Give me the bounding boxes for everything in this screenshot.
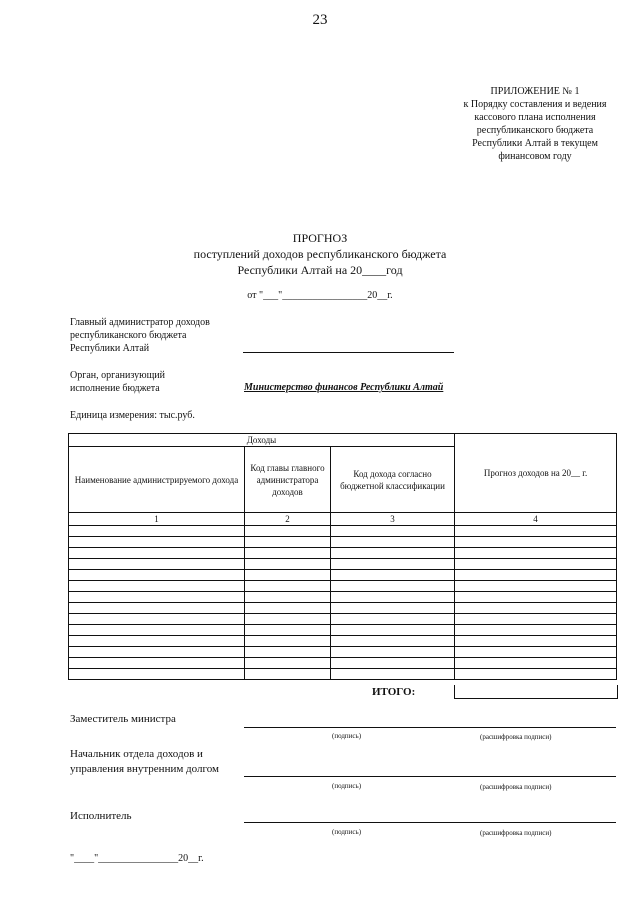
table-row: [69, 636, 617, 647]
head-signature-line[interactable]: [244, 776, 616, 777]
deputy-signature-line[interactable]: [244, 727, 616, 728]
col-header-forecast: Прогноз доходов на 20__ г.: [455, 434, 617, 513]
title-subtitle: поступлений доходов республиканского бюджета: [193, 247, 447, 261]
col-header-income-name: Наименование администрируемого дохода: [69, 447, 245, 513]
signature-caption: (подпись): [332, 732, 362, 740]
title-year: Республики Алтай на 20____год: [237, 263, 403, 277]
unit-label: Единица измерения: тыс.руб.: [70, 410, 195, 421]
table-row: [69, 603, 617, 614]
appendix-line: кассового плана исполнения: [474, 112, 596, 123]
deputy-minister-label: Заместитель министра: [70, 713, 176, 725]
document-date: от "___"_________________20__г.: [247, 290, 393, 301]
executor-signature-line[interactable]: [244, 822, 616, 823]
table-row: [69, 570, 617, 581]
head-of-department-line: Начальник отдела доходов и: [70, 748, 203, 760]
table-row: [69, 625, 617, 636]
signature-decode-caption: (расшифровка подписи): [480, 733, 552, 741]
total-value-cell[interactable]: [454, 685, 618, 699]
col-header-chief-code: Код главы главного администратора доходов: [245, 447, 331, 513]
bottom-date: "____"________________20__г.: [70, 853, 204, 864]
table-row: [69, 669, 617, 680]
table-row: [69, 548, 617, 559]
admin-label-line: республиканского бюджета: [70, 330, 187, 341]
appendix-line: республиканского бюджета: [476, 125, 594, 136]
organ-label: [70, 369, 165, 395]
organ-value: Министерство финансов Республики Алтай: [244, 382, 444, 393]
col-number: 4: [455, 513, 617, 526]
table-row: [69, 537, 617, 548]
group-header-income: Доходы: [69, 434, 455, 447]
signature-decode-caption: (расшифровка подписи): [480, 829, 552, 837]
appendix-line: к Порядку составления и ведения: [463, 99, 607, 110]
table-row: [69, 559, 617, 570]
signature-caption: (подпись): [332, 782, 362, 790]
signature-decode-caption: (расшифровка подписи): [480, 783, 552, 791]
appendix-line: ПРИЛОЖЕНИЕ № 1: [490, 86, 580, 97]
organ-label-line: Орган, организующий: [70, 370, 165, 381]
income-forecast-table: [68, 433, 617, 680]
table-row: [69, 614, 617, 625]
appendix-note: [440, 85, 630, 163]
table-row: [69, 592, 617, 603]
col-number: 2: [245, 513, 331, 526]
admin-label-line: Республики Алтай: [70, 343, 150, 354]
col-header-income-code: Код дохода согласно бюджетной классификации: [331, 447, 455, 513]
total-label: ИТОГО:: [372, 686, 416, 698]
admin-label: [70, 316, 210, 355]
head-of-department-line: управления внутренним долгом: [70, 763, 219, 775]
col-number: 3: [331, 513, 455, 526]
appendix-line: Республики Алтай в текущем: [472, 138, 598, 149]
table-row: [69, 526, 617, 537]
admin-label-line: Главный администратор доходов: [70, 317, 210, 328]
title-main: ПРОГНОЗ: [292, 231, 348, 245]
table-row: [69, 647, 617, 658]
appendix-line: финансовом году: [498, 151, 572, 162]
organ-label-line: исполнение бюджета: [70, 383, 160, 394]
executor-label: Исполнитель: [70, 810, 132, 822]
table-row: [69, 581, 617, 592]
col-number: 1: [69, 513, 245, 526]
table-row: [69, 658, 617, 669]
document-title: [0, 230, 640, 278]
signature-caption: (подпись): [332, 828, 362, 836]
admin-field[interactable]: [243, 352, 454, 353]
page-number: 23: [312, 12, 328, 28]
head-of-department-label: [70, 747, 219, 777]
